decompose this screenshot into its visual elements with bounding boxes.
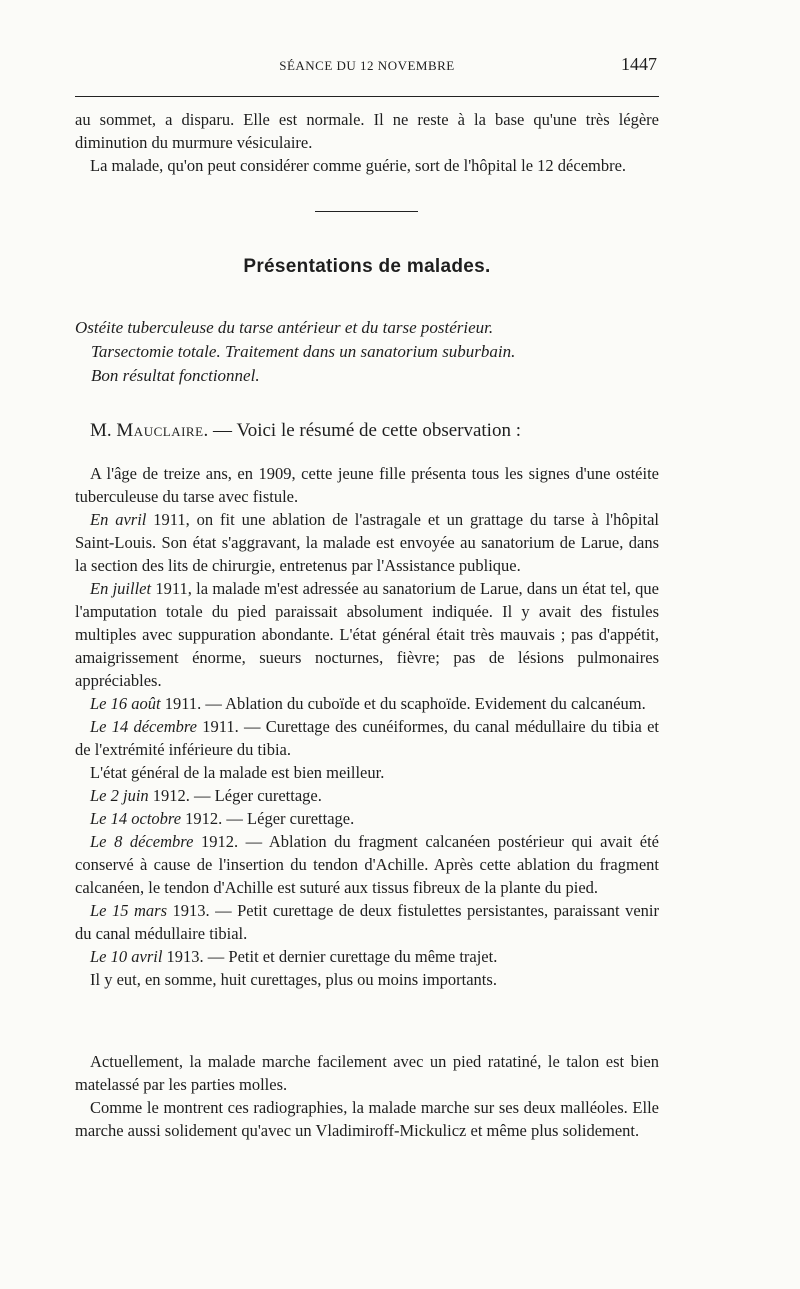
entry-text: 1911, on fit une ablation de l'astragale et un grattage du tarse à l'hôpital Saint-Louis. Son état s'aggravant, la malade est envoyée au sanatorium de Larue, dans la section des lits de chirurgie, entretenus par l'Assistance publique. (75, 510, 659, 575)
entry-text: 1911, la malade m'est adressée au sanatorium de Larue, dans un état tel, que l'amputation totale du pied paraissait absolument indiquée. Il y avait des fistules multiples avec suppuration abondante. L'état général était très mauvais ; pas d'appétit, amaigrissement énorme, sueurs nocturnes, fièvre; pas de lésions pulmonaires appréciables. (75, 579, 659, 690)
speaker-line (90, 420, 521, 442)
entry-lead: Le 8 décembre (90, 832, 194, 851)
entry-lead: Le 10 avril (90, 947, 163, 966)
page-header (75, 54, 659, 80)
entry-lead: Le 14 décembre (90, 717, 197, 736)
observation-entry (75, 508, 659, 577)
paragraph: Comme le montrent ces radiographies, la malade marche sur ses deux malléoles. Elle marche aussi solidement qu'avec un Vladimiroff-Mickulicz et même plus solidement. (75, 1098, 659, 1140)
entry-text: 1913. — Petit et dernier curettage du même trajet. (162, 947, 498, 966)
observation-entry (75, 968, 659, 991)
section-divider (315, 211, 418, 212)
entry-text: 1912. — Ablation du fragment calcanéen postérieur qui avait été conservé à cause de l'insertion du tendon d'Achille. Après cette ablation du fragment calcanéen, le tendon d'Achille est suturé aux tissus fibreux de la plante du pied. (75, 832, 659, 897)
observation-entry (75, 462, 659, 508)
entry-text: Il y eut, en somme, huit curettages, plus ou moins importants. (90, 970, 497, 989)
observation-entry (75, 692, 659, 715)
entry-text: L'état général de la malade est bien meilleur. (90, 763, 385, 782)
entry-lead: Le 16 août (90, 694, 161, 713)
case-title-line: Bon résultat fonctionnel. (91, 366, 260, 385)
entry-lead: En juillet (90, 579, 152, 598)
paragraph: au sommet, a disparu. Elle est normale. Il ne reste à la base qu'une très légère diminution du murmure vésiculaire. (75, 110, 659, 152)
observation-entry (75, 899, 659, 945)
observation-entry (75, 577, 659, 692)
case-title-line: Ostéite tuberculeuse du tarse antérieur et du tarse postérieur. (75, 318, 494, 337)
entry-text: 1911. — Curettage des cunéiformes, du canal médullaire du tibia et de l'extrémité inférieure du tibia. (75, 717, 659, 759)
entry-text: 1912. — Léger curettage. (148, 786, 322, 805)
entry-text: A l'âge de treize ans, en 1909, cette jeune fille présenta tous les signes d'une ostéite tuberculeuse du tarse avec fistule. (75, 464, 659, 506)
observation (75, 462, 659, 991)
conclusion (75, 1050, 659, 1142)
header-rule (75, 96, 659, 97)
observation-entry (75, 807, 659, 830)
entry-lead: Le 2 juin (90, 786, 149, 805)
paragraph: La malade, qu'on peut considérer comme guérie, sort de l'hôpital le 12 décembre. (90, 156, 627, 175)
case-title (75, 316, 659, 388)
case-title-line: Tarsectomie totale. Traitement dans un sanatorium suburbain. (91, 342, 516, 361)
entry-lead: Le 14 octobre (90, 809, 182, 828)
entry-text: 1913. — Petit curettage de deux fistulettes persistantes, paraissant venir du canal médullaire tibial. (75, 901, 660, 943)
observation-entry (75, 830, 659, 899)
entry-lead: Le 15 mars (90, 901, 167, 920)
section-title: Présentations de malades. (243, 256, 491, 277)
top-paragraphs (75, 108, 659, 177)
speaker-text: . — Voici le résumé de cette observation : (203, 420, 521, 441)
speaker-name: Mauclaire (116, 420, 204, 441)
observation-entry (75, 945, 659, 968)
observation-entry (75, 784, 659, 807)
page-number: 1447 (621, 54, 657, 74)
observation-entry (75, 715, 659, 761)
entry-text: 1912. — Léger curettage. (181, 809, 355, 828)
entry-lead: En avril (90, 510, 147, 529)
observation-entry (75, 761, 659, 784)
speaker-prefix: M. (90, 420, 112, 441)
entry-text: 1911. — Ablation du cuboïde et du scaphoïde. Evidement du calcanéum. (160, 694, 646, 713)
paragraph: Actuellement, la malade marche facilement avec un pied ratatiné, le talon est bien matelassé par les parties molles. (75, 1052, 659, 1094)
running-title: SÉANCE DU 12 NOVEMBRE (279, 58, 455, 73)
